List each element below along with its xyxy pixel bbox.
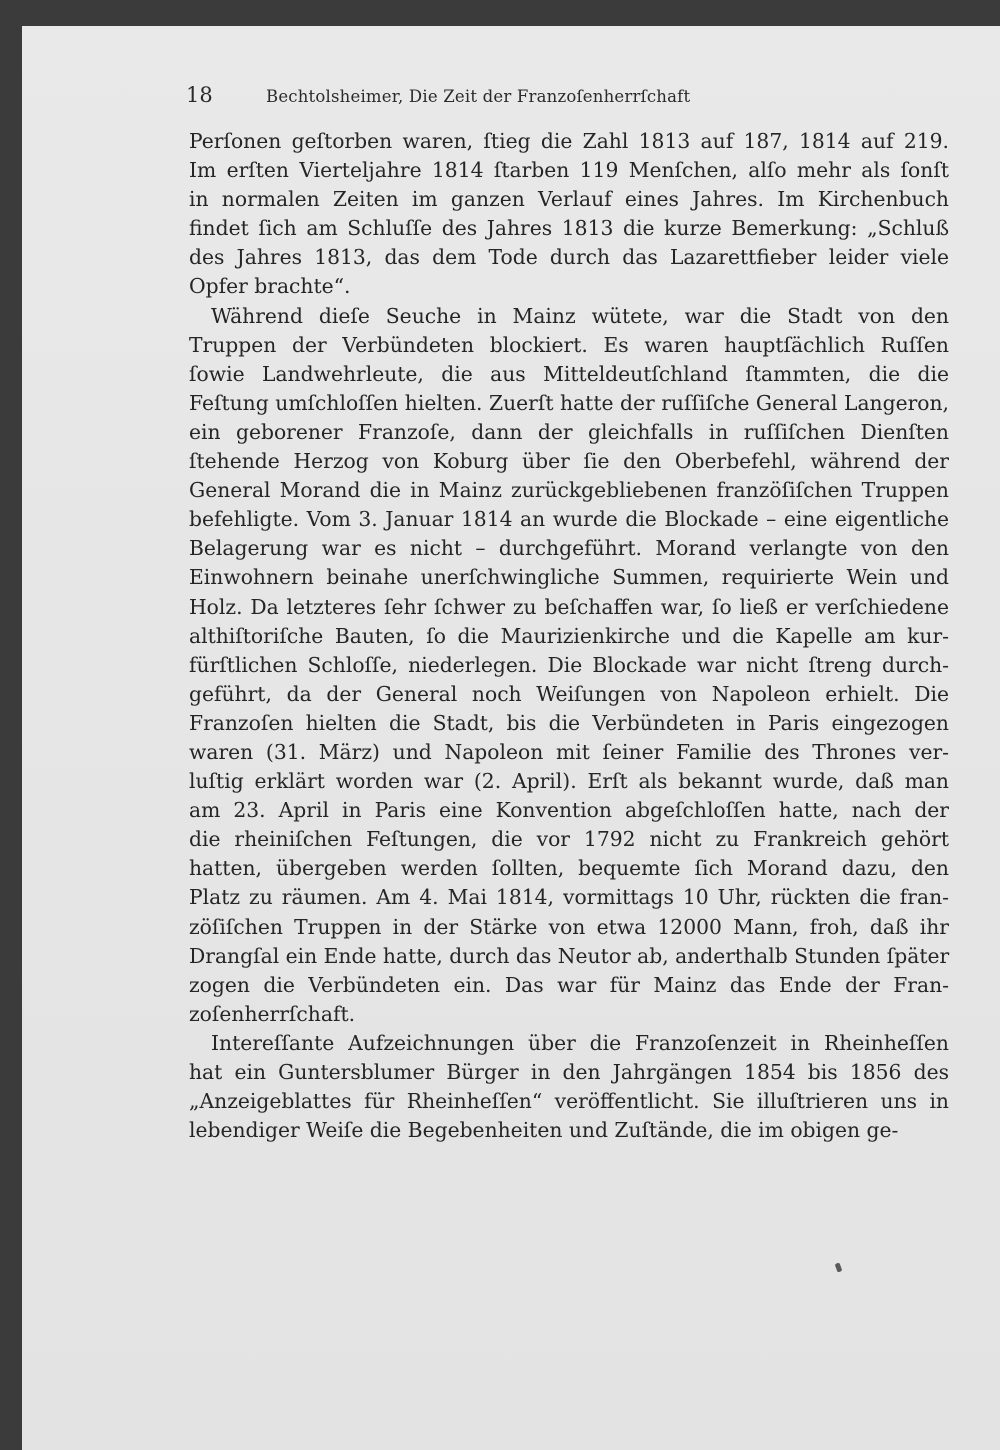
text-line: Während dieſe Seuche in Mainz wütete, war die Stadt von den xyxy=(211,303,949,328)
text-line: Im erſten Vierteljahre 1814 ſtarben 119 Menſchen, alſo mehr als ſonſt xyxy=(189,158,949,183)
text-line: findet ſich am Schluſſe des Jahres 1813 die kurze Bemerkung: „Schluß xyxy=(189,216,949,241)
text-line: hat ein Guntersblumer Bürger in den Jahrgängen 1854 bis 1856 des xyxy=(189,1060,949,1084)
text-line: fürſtlichen Schloſſe, niederlegen. Die Blockade war nicht ſtreng durch- xyxy=(189,652,949,677)
text-line: ſtehende Herzog von Koburg über ſie den Oberbefehl, während der xyxy=(189,449,949,474)
text-line: des Jahres 1813, das dem Tode durch das Lazarettfieber leider viele xyxy=(189,245,949,270)
text-line: zoſenherrſchaft. xyxy=(189,1001,356,1026)
text-line: General Morand die in Mainz zurückgebliebenen franzöſiſchen Truppen xyxy=(189,478,949,503)
text-line: zöſiſchen Truppen in der Stärke von etwa 12000 Mann, froh, daß ihr xyxy=(189,914,949,939)
text-line: luſtig erklärt worden war (2. April). Erſt als bekannt wurde, daß man xyxy=(189,769,949,794)
text-line: Truppen der Verbündeten blockiert. Es waren hauptſächlich Ruſſen xyxy=(189,332,949,357)
text-line: Opfer brachte“. xyxy=(189,274,351,299)
running-title: Bechtolsheimer, Die Zeit der Franzoſenherrſchaft xyxy=(266,87,691,106)
text-line: befehligte. Vom 3. Januar 1814 an wurde die Blockade – eine eigentliche xyxy=(189,507,949,532)
text-line: Drangſal ein Ende hatte, durch das Neutor ab, anderthalb Stunden ſpäter xyxy=(189,943,950,968)
text-line: Perſonen geſtorben waren, ſtieg die Zahl 1813 auf 187, 1814 auf 219. xyxy=(189,129,949,153)
text-line: Einwohnern beinahe unerſchwingliche Summen, requirierte Wein und xyxy=(189,565,949,590)
body-text xyxy=(189,127,949,1145)
text-line: hatten, übergeben werden ſollten, bequemte ſich Morand dazu, den xyxy=(189,856,949,881)
text-line: Platz zu räumen. Am 4. Mai 1814, vormittags 10 Uhr, rückten die fran- xyxy=(189,885,949,910)
text-line: am 23. April in Paris eine Konvention abgeſchloſſen hatte, nach der xyxy=(189,798,949,823)
text-line: waren (31. März) und Napoleon mit ſeiner Familie des Thrones ver- xyxy=(189,739,949,764)
running-head xyxy=(186,83,946,107)
page-number: 18 xyxy=(186,83,213,107)
text-line: die rheiniſchen Feſtungen, die vor 1792 nicht zu Frankreich gehört xyxy=(189,827,949,852)
text-line: ein geborener Franzoſe, dann der gleichfalls in ruſſiſchen Dienſten xyxy=(189,419,949,444)
text-line: Intereſſante Aufzeichnungen über die Franzoſenzeit in Rheinheſſen xyxy=(211,1030,949,1055)
text-line: zogen die Verbündeten ein. Das war für Mainz das Ende der Fran- xyxy=(189,972,949,997)
text-line: lebendiger Weiſe die Begebenheiten und Zuſtände, die im obigen ge- xyxy=(189,1118,899,1143)
text-line: Feſtung umſchloſſen hielten. Zuerſt hatte der ruſſiſche General Langeron, xyxy=(189,390,949,415)
text-line: althiſtoriſche Bauten, ſo die Maurizienkirche und die Kapelle am kur- xyxy=(189,623,949,648)
text-line: geführt, da der General noch Weiſungen von Napoleon erhielt. Die xyxy=(189,681,949,706)
text-line: „Anzeigeblattes für Rheinheſſen“ veröffentlicht. Sie illuſtrieren uns in xyxy=(189,1089,949,1114)
text-line: ſowie Landwehrleute, die aus Mitteldeutſchland ſtammten, die die xyxy=(189,361,949,386)
text-line: Belagerung war es nicht – durchgeführt. Morand verlangte von den xyxy=(189,536,949,561)
text-line: Holz. Da letzteres ſehr ſchwer zu beſchaffen war, ſo ließ er verſchiedene xyxy=(189,594,949,619)
text-line: in normalen Zeiten im ganzen Verlauf eines Jahres. Im Kirchenbuch xyxy=(189,187,949,212)
text-line: Franzoſen hielten die Stadt, bis die Verbündeten in Paris eingezogen xyxy=(189,710,949,735)
